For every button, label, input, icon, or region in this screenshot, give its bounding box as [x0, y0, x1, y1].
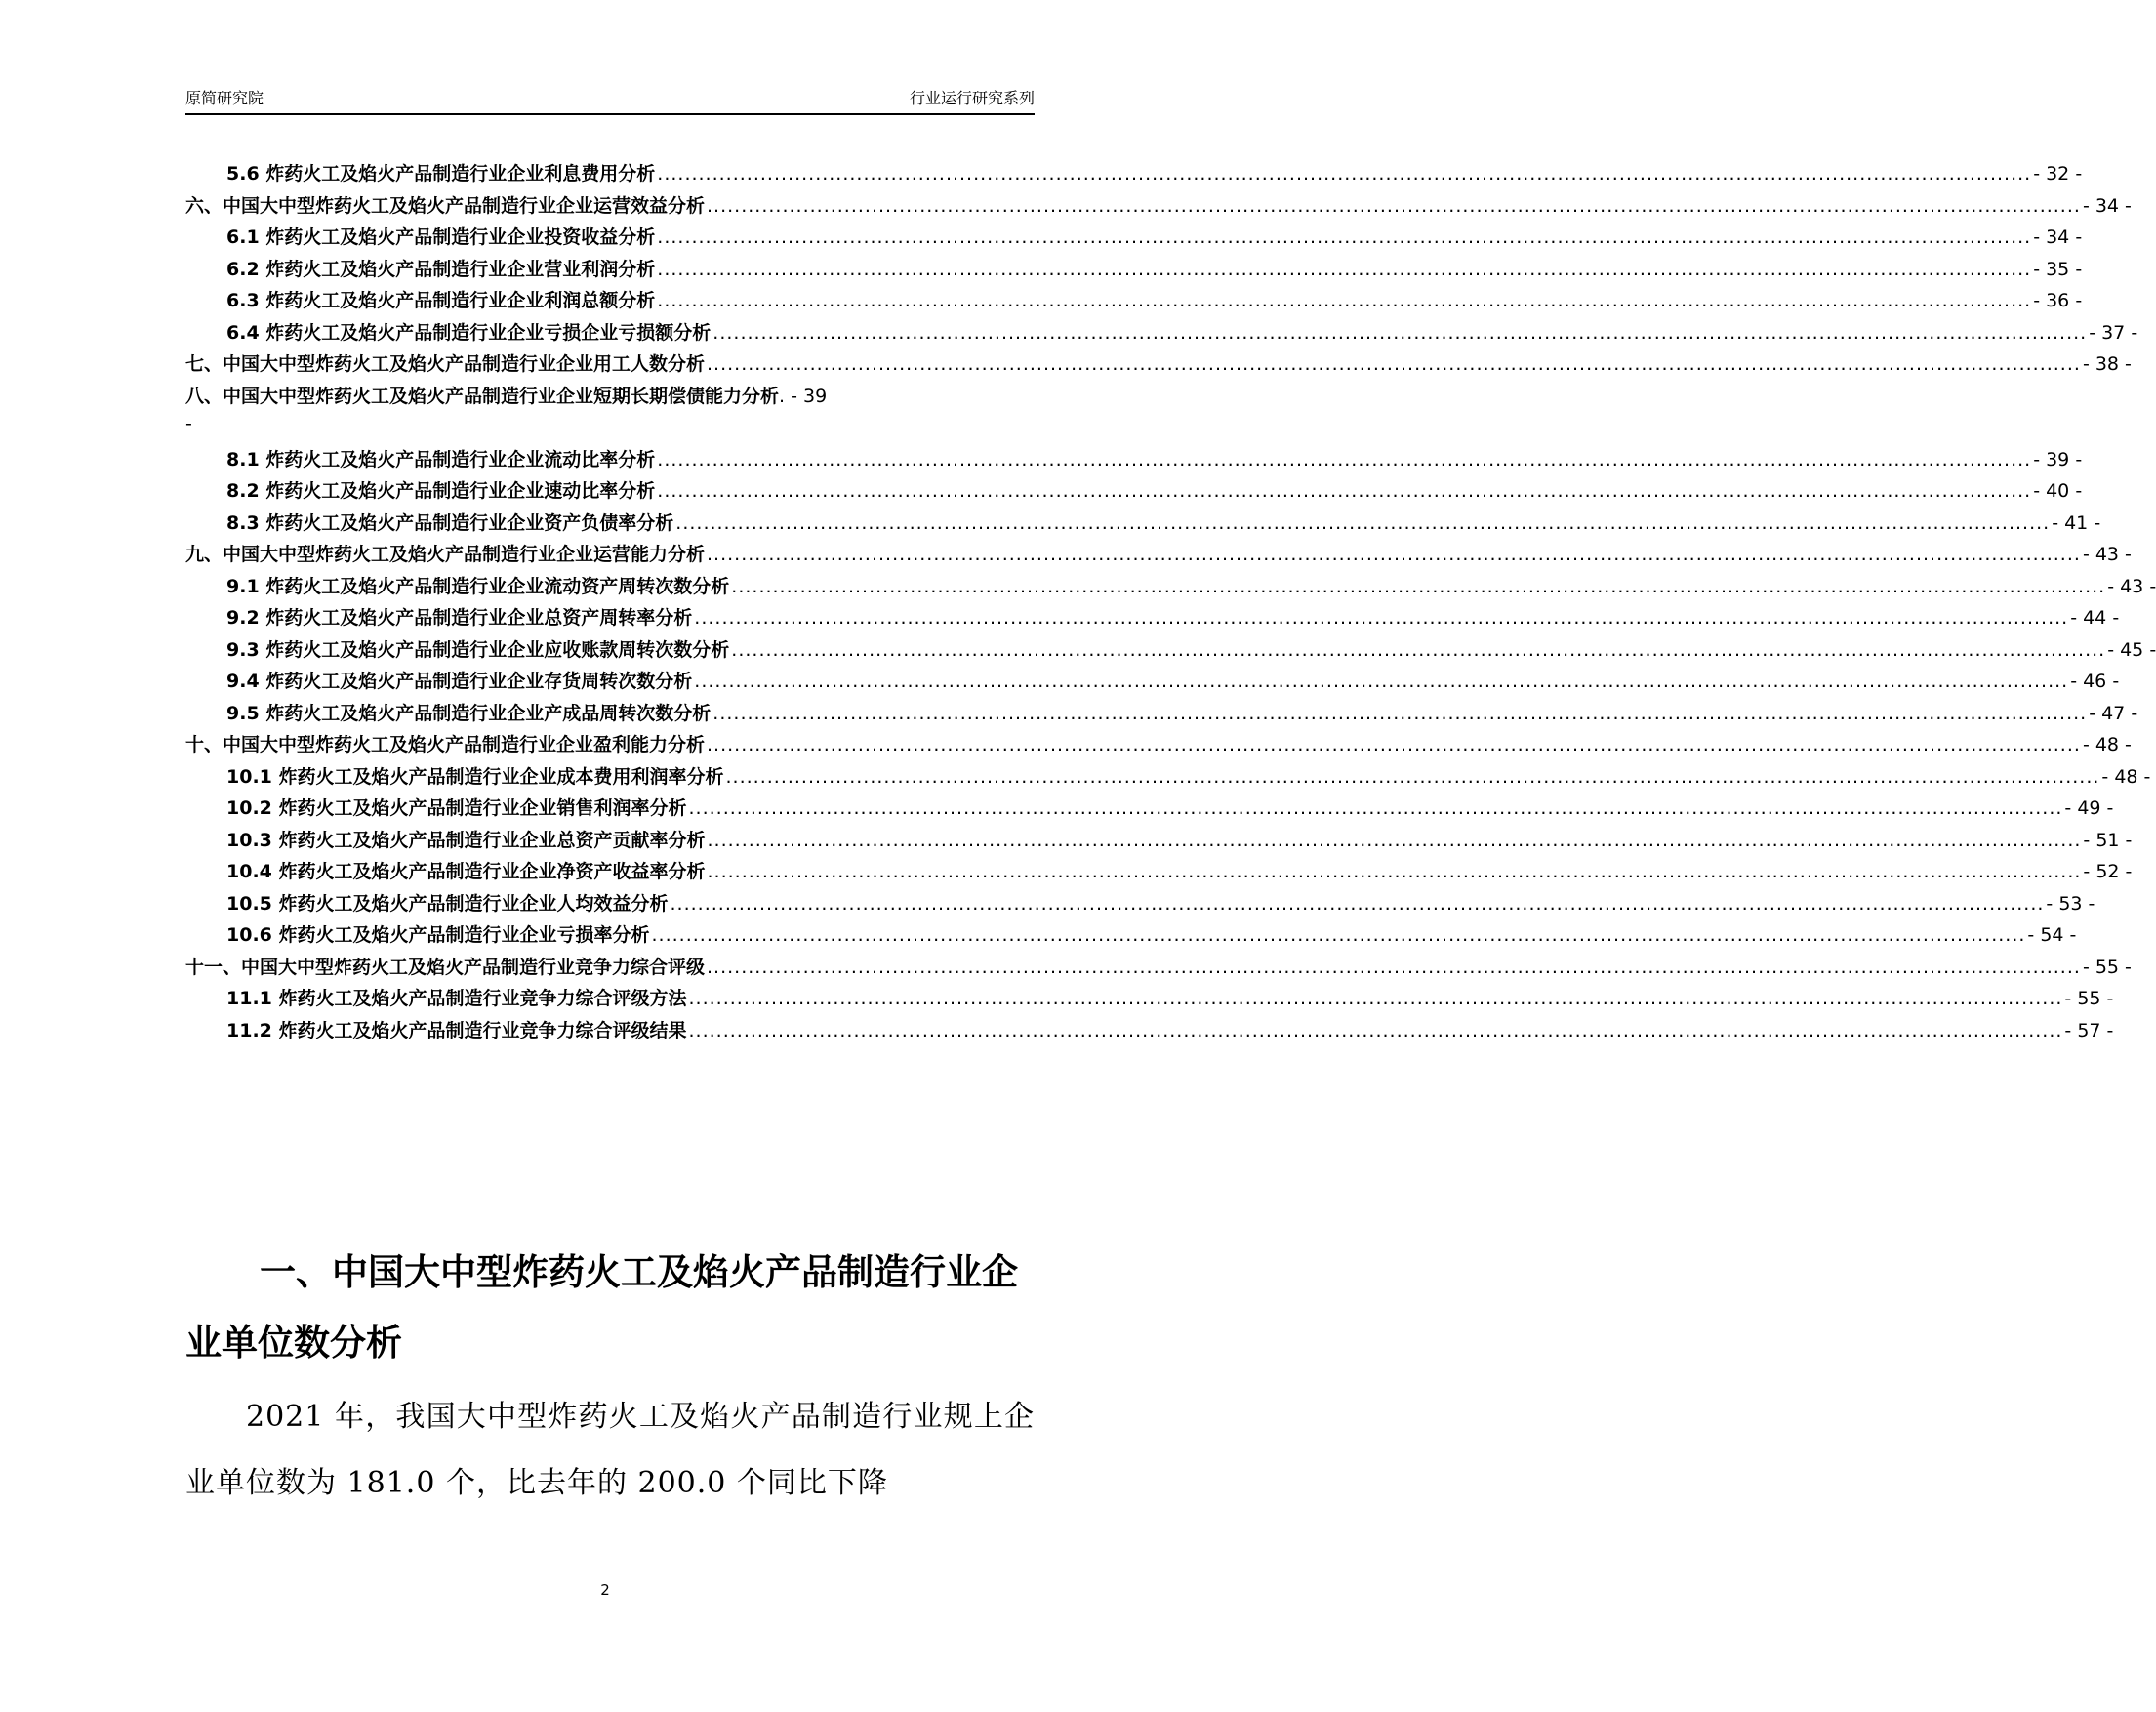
toc-entry[interactable] — [185, 857, 2133, 889]
toc-entry-page: - 39 - — [2033, 448, 2083, 470]
header-series-name: 行业运行研究系列 — [909, 89, 1035, 107]
toc-entry[interactable] — [185, 1016, 2114, 1048]
toc-entry-label: 11.1 炸药火工及焰火产品制造行业竞争力综合评级方法 — [226, 988, 687, 1009]
toc-entry-label: 六、中国大中型炸药火工及焰火产品制造行业企业运营效益分析 — [185, 194, 706, 217]
toc-entry-label: 8.3 炸药火工及焰火产品制造行业企业资产负债率分析 — [226, 511, 674, 534]
toc-entry-page: - 45 - — [2107, 638, 2156, 661]
toc-entry-page: - 44 - — [2070, 607, 2120, 629]
toc-leader-dots: ........................................................................................................................................................................................................ — [657, 448, 2032, 470]
toc-entry[interactable] — [185, 953, 2132, 985]
toc-entry-page: - 40 - — [2033, 480, 2083, 502]
toc-leader-dots: ........................................................................................................................................................................................................ — [707, 734, 2081, 755]
toc-entry[interactable] — [185, 445, 2083, 477]
toc-entry-page: - 36 - — [2033, 290, 2083, 311]
toc-entry-label: 10.1 炸药火工及焰火产品制造行业企业成本费用利润率分析 — [226, 765, 724, 788]
toc-entry-page: - 34 - — [2082, 194, 2132, 217]
toc-leader-dots: ........................................................................................................................................................................................................ — [657, 226, 2032, 248]
toc-entry-page: - 43 - — [2082, 544, 2132, 565]
toc-entry[interactable] — [185, 667, 2120, 699]
toc-entry-label: 10.6 炸药火工及焰火产品制造行业企业亏损率分析 — [226, 924, 650, 946]
toc-entry[interactable] — [185, 984, 2114, 1016]
toc-leader-dots: ........................................................................................................................................................................................................ — [688, 988, 2063, 1009]
toc-entry-label: 9.2 炸药火工及焰火产品制造行业企业总资产周转率分析 — [226, 607, 693, 629]
toc-entry[interactable] — [185, 382, 1035, 414]
toc-leader-dots: ........................................................................................................................................................................................................ — [694, 607, 2069, 629]
toc-leader-dots: ........................................................................................................................................................................................................ — [688, 797, 2063, 819]
toc-entry-page: - 48 - — [2082, 734, 2132, 755]
toc-leader-dots: ........................................................................................................................................................................................................ — [657, 290, 2032, 311]
toc-entry-page: - 43 - — [2107, 575, 2156, 597]
toc-entry-page: - 41 - — [2052, 511, 2101, 534]
toc-entry-page: - 32 - — [2033, 163, 2083, 184]
toc-entry-label: 6.2 炸药火工及焰火产品制造行业企业营业利润分析 — [226, 258, 656, 280]
toc-entry-page: - 48 - — [2101, 765, 2151, 788]
header-org-name: 原简研究院 — [185, 89, 264, 107]
toc-entry-page: - 54 - — [2027, 924, 2077, 946]
toc-entry[interactable] — [185, 699, 2138, 731]
toc-leader-dots: ........................................................................................................................................................................................................ — [707, 353, 2081, 375]
toc-leader-dots: ........................................................................................................................................................................................................ — [694, 671, 2069, 692]
toc-leader-dots: ........................................................................................................................................................................................................ — [707, 956, 2081, 978]
toc-entry-label: 七、中国大中型炸药火工及焰火产品制造行业企业用工人数分析 — [185, 353, 706, 375]
toc-entry[interactable] — [185, 603, 2120, 635]
toc-entry-page: - 35 - — [2033, 258, 2083, 280]
toc-entry-label: 5.6 炸药火工及焰火产品制造行业企业利息费用分析 — [226, 163, 656, 184]
toc-leader-dots: ........................................................................................................................................................................................................ — [651, 924, 2026, 946]
toc-entry-page: - 57 - — [2064, 1019, 2114, 1041]
toc-entry-page: - 55 - — [2064, 988, 2114, 1009]
toc-entry-label: 9.3 炸药火工及焰火产品制造行业企业应收账款周转次数分析 — [226, 638, 730, 661]
toc-entry-page: . - 39 — [779, 385, 828, 407]
toc-entry[interactable] — [185, 889, 2095, 921]
toc-entry-page: - 46 - — [2070, 671, 2120, 692]
toc-entry[interactable] — [185, 255, 2083, 287]
toc-entry-page: - 52 - — [2083, 861, 2133, 882]
toc-entry[interactable] — [185, 286, 2083, 318]
toc-entry[interactable] — [185, 349, 2132, 382]
toc-entry-page: - 47 - — [2089, 702, 2138, 724]
toc-entry-label: 6.1 炸药火工及焰火产品制造行业企业投资收益分析 — [226, 226, 656, 248]
toc-entry-label: 8.2 炸药火工及焰火产品制造行业企业速动比率分析 — [226, 480, 656, 502]
toc-leader-dots: ........................................................................................................................................................................................................ — [657, 163, 2032, 184]
toc-entry-label: 6.3 炸药火工及焰火产品制造行业企业利润总额分析 — [226, 290, 656, 311]
toc-leader-dots: ........................................................................................................................................................................................................ — [657, 480, 2032, 502]
toc-entry-page: - 37 - — [2089, 321, 2138, 344]
toc-entry[interactable] — [185, 826, 2133, 858]
toc-leader-dots: ........................................................................................................................................................................................................ — [712, 321, 2088, 344]
toc-entry[interactable] — [185, 159, 2083, 191]
toc-entry-label: 6.4 炸药火工及焰火产品制造行业企业亏损企业亏损额分析 — [226, 321, 712, 344]
toc-leader-dots: ........................................................................................................................................................................................................ — [675, 511, 2051, 534]
toc-entry-label: 10.3 炸药火工及焰火产品制造行业企业总资产贡献率分析 — [226, 829, 706, 851]
toc-entry-label: 十、中国大中型炸药火工及焰火产品制造行业企业盈利能力分析 — [185, 734, 706, 755]
toc-entry[interactable] — [185, 572, 2156, 604]
toc-entry-label: 9.4 炸药火工及焰火产品制造行业企业存货周转次数分析 — [226, 671, 693, 692]
toc-entry-label: 10.5 炸药火工及焰火产品制造行业企业人均效益分析 — [226, 892, 669, 915]
toc-entry[interactable] — [185, 318, 2138, 350]
toc-entry-page: - 34 - — [2033, 226, 2083, 248]
toc-entry-page: - 53 - — [2046, 892, 2095, 915]
toc-entry[interactable] — [185, 191, 2132, 224]
toc-entry[interactable] — [185, 509, 2101, 541]
toc-entry-page: - 51 - — [2083, 829, 2133, 851]
toc-leader-dots: ........................................................................................................................................................................................................ — [707, 194, 2081, 217]
toc-entry-page: - 49 - — [2064, 797, 2114, 819]
toc-entry-page: - 38 - — [2082, 353, 2132, 375]
toc-leader-dots: ........................................................................................................................................................................................................ — [707, 829, 2082, 851]
page-header — [185, 84, 1035, 115]
toc-leader-dots: ........................................................................................................................................................................................................ — [707, 544, 2081, 565]
toc-leader-dots: ........................................................................................................................................................................................................ — [688, 1019, 2063, 1041]
toc-entry[interactable] — [185, 730, 2132, 762]
toc-entry[interactable] — [185, 920, 2077, 953]
section-heading: 一、中国大中型炸药火工及焰火产品制造行业企业单位数分析 — [185, 1251, 1018, 1364]
page-number: 2 — [600, 1581, 610, 1599]
toc-entry-label: 八、中国大中型炸药火工及焰火产品制造行业企业短期长期偿债能力分析 — [185, 385, 780, 407]
toc-entry[interactable] — [185, 762, 2151, 795]
toc-leader-dots: ........................................................................................................................................................................................................ — [731, 638, 2106, 661]
toc-entry-label: 十一、中国大中型炸药火工及焰火产品制造行业竞争力综合评级 — [185, 956, 706, 978]
body-paragraph: 2021 年，我国大中型炸药火工及焰火产品制造行业规上企业单位数为 181.0 个，比去年的 200.0 个同比下降 — [185, 1400, 1035, 1500]
toc-entry-label: 11.2 炸药火工及焰火产品制造行业竞争力综合评级结果 — [226, 1019, 687, 1041]
toc-entry-label: 9.1 炸药火工及焰火产品制造行业企业流动资产周转次数分析 — [226, 575, 730, 597]
toc-entry[interactable] — [185, 794, 2114, 826]
toc-entry-label: 8.1 炸药火工及焰火产品制造行业企业流动比率分析 — [226, 448, 656, 470]
toc-entry[interactable] — [185, 476, 2083, 509]
toc-entry-label: 10.2 炸药火工及焰火产品制造行业企业销售利润率分析 — [226, 797, 687, 819]
toc-entry-label: 10.4 炸药火工及焰火产品制造行业企业净资产收益率分析 — [226, 861, 706, 882]
table-of-contents — [185, 159, 2156, 1047]
toc-entry-page: - 55 - — [2082, 956, 2132, 978]
toc-entry[interactable] — [185, 223, 2083, 255]
toc-leader-dots: ........................................................................................................................................................................................................ — [657, 258, 2032, 280]
toc-leader-dots: ........................................................................................................................................................................................................ — [725, 765, 2100, 788]
toc-leader-dots: ........................................................................................................................................................................................................ — [707, 861, 2082, 882]
toc-leader-dots: ........................................................................................................................................................................................................ — [712, 702, 2088, 724]
toc-leader-dots: ........................................................................................................................................................................................................ — [670, 892, 2045, 915]
toc-entry-label: 9.5 炸药火工及焰火产品制造行业企业产成品周转次数分析 — [226, 702, 712, 724]
toc-leader-dots: ........................................................................................................................................................................................................ — [731, 575, 2106, 597]
toc-entry[interactable] — [185, 635, 2156, 668]
toc-entry[interactable] — [185, 540, 2132, 572]
toc-entry-continuation: - — [185, 413, 192, 434]
toc-entry-label: 九、中国大中型炸药火工及焰火产品制造行业企业运营能力分析 — [185, 544, 706, 565]
